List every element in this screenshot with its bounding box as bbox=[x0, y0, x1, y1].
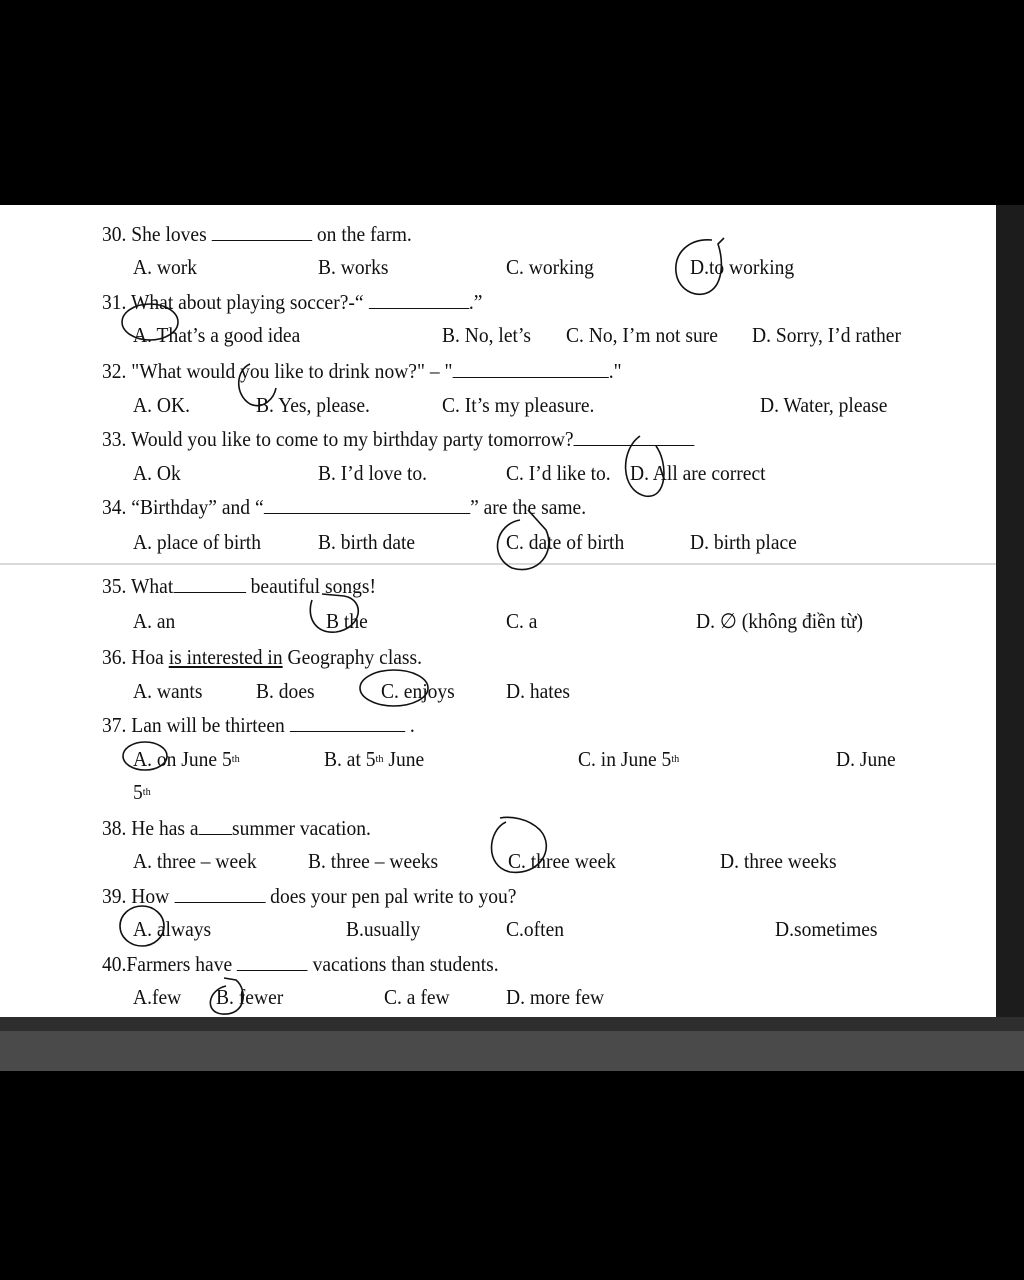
q30-option-a: A. work bbox=[133, 255, 198, 279]
q39-option-d: D.sometimes bbox=[775, 917, 878, 941]
q30-option-c: C. working bbox=[506, 255, 594, 279]
q38-option-a: A. three – week bbox=[133, 849, 257, 873]
q39-option-c: C.often bbox=[506, 917, 565, 941]
q38-option-d: D. three weeks bbox=[720, 849, 837, 873]
q31-option-a: A. That’s a good idea bbox=[133, 323, 301, 347]
viewer-margin bbox=[996, 205, 1024, 1017]
question-30: 30. She loves on the farm. bbox=[102, 222, 412, 246]
q38-option-b: B. three – weeks bbox=[308, 849, 439, 873]
question-39: 39. How does your pen pal write to you? bbox=[102, 884, 517, 908]
q35-option-d: D. ∅ (không điền từ) bbox=[696, 609, 864, 633]
q35-option-c: C. a bbox=[506, 609, 538, 633]
q30-option-d: D.to working bbox=[690, 255, 795, 279]
page-divider bbox=[0, 563, 996, 565]
question-31: 31. What about playing soccer?-“ .” bbox=[102, 290, 483, 314]
q37-option-a: A. on June 5th bbox=[133, 747, 240, 771]
q35-option-a: A. an bbox=[133, 609, 176, 633]
q30-option-b: B. works bbox=[318, 255, 389, 279]
question-40: 40.Farmers have vacations than students. bbox=[102, 952, 499, 976]
q33-option-a: A. Ok bbox=[133, 461, 181, 485]
q38-option-c: C. three week bbox=[508, 849, 616, 873]
q37-option-b: B. at 5th June bbox=[324, 747, 425, 771]
q34-option-a: A. place of birth bbox=[133, 530, 261, 554]
q39-option-b: B.usually bbox=[346, 917, 421, 941]
q40-option-c: C. a few bbox=[384, 985, 450, 1009]
question-38: 38. He has a summer vacation. bbox=[102, 816, 371, 840]
q37-option-d: D. June bbox=[836, 747, 896, 771]
q36-option-c: C. enjoys bbox=[381, 679, 455, 703]
q34-option-b: B. birth date bbox=[318, 530, 416, 554]
q31-option-d: D. Sorry, I’d rather bbox=[752, 323, 901, 347]
q35-option-b: B the bbox=[326, 609, 368, 633]
q31-option-c: C. No, I’m not sure bbox=[566, 323, 718, 347]
q40-option-b: B. fewer bbox=[216, 985, 284, 1009]
q34-option-d: D. birth place bbox=[690, 530, 797, 554]
q33-option-c: C. I’d like to. bbox=[506, 461, 611, 485]
q32-option-b: B. Yes, please. bbox=[256, 393, 370, 417]
q32-option-a: A. OK. bbox=[133, 393, 190, 417]
q40-option-a: A.few bbox=[133, 985, 182, 1009]
question-35: 35. What beautiful songs! bbox=[102, 574, 376, 598]
q33-option-b: B. I’d love to. bbox=[318, 461, 428, 485]
q36-option-a: A. wants bbox=[133, 679, 203, 703]
question-32: 32. "What would you like to drink now?" – " ." bbox=[102, 359, 622, 383]
q33-option-d: D. All are correct bbox=[630, 461, 766, 485]
q36-option-d: D. hates bbox=[506, 679, 571, 703]
question-36: 36. Hoa is interested in Geography class. bbox=[102, 645, 423, 669]
q40-option-d: D. more few bbox=[506, 985, 605, 1009]
question-33: 33. Would you like to come to my birthday party tomorrow? bbox=[102, 427, 694, 451]
question-37: 37. Lan will be thirteen . bbox=[102, 713, 415, 737]
viewer-bottom-bar bbox=[0, 1017, 1024, 1071]
question-34: 34. “Birthday” and “ ” are the same. bbox=[102, 495, 587, 519]
q34-option-c: C. date of birth bbox=[506, 530, 625, 554]
q37-option-c: C. in June 5th bbox=[578, 747, 680, 771]
q36-option-b: B. does bbox=[256, 679, 315, 703]
q37-option-d-wrap: 5th bbox=[133, 780, 151, 804]
q32-option-d: D. Water, please bbox=[760, 393, 888, 417]
q32-option-c: C. It’s my pleasure. bbox=[442, 393, 595, 417]
q31-option-b: B. No, let’s bbox=[442, 323, 531, 347]
q39-option-a: A. always bbox=[133, 917, 212, 941]
